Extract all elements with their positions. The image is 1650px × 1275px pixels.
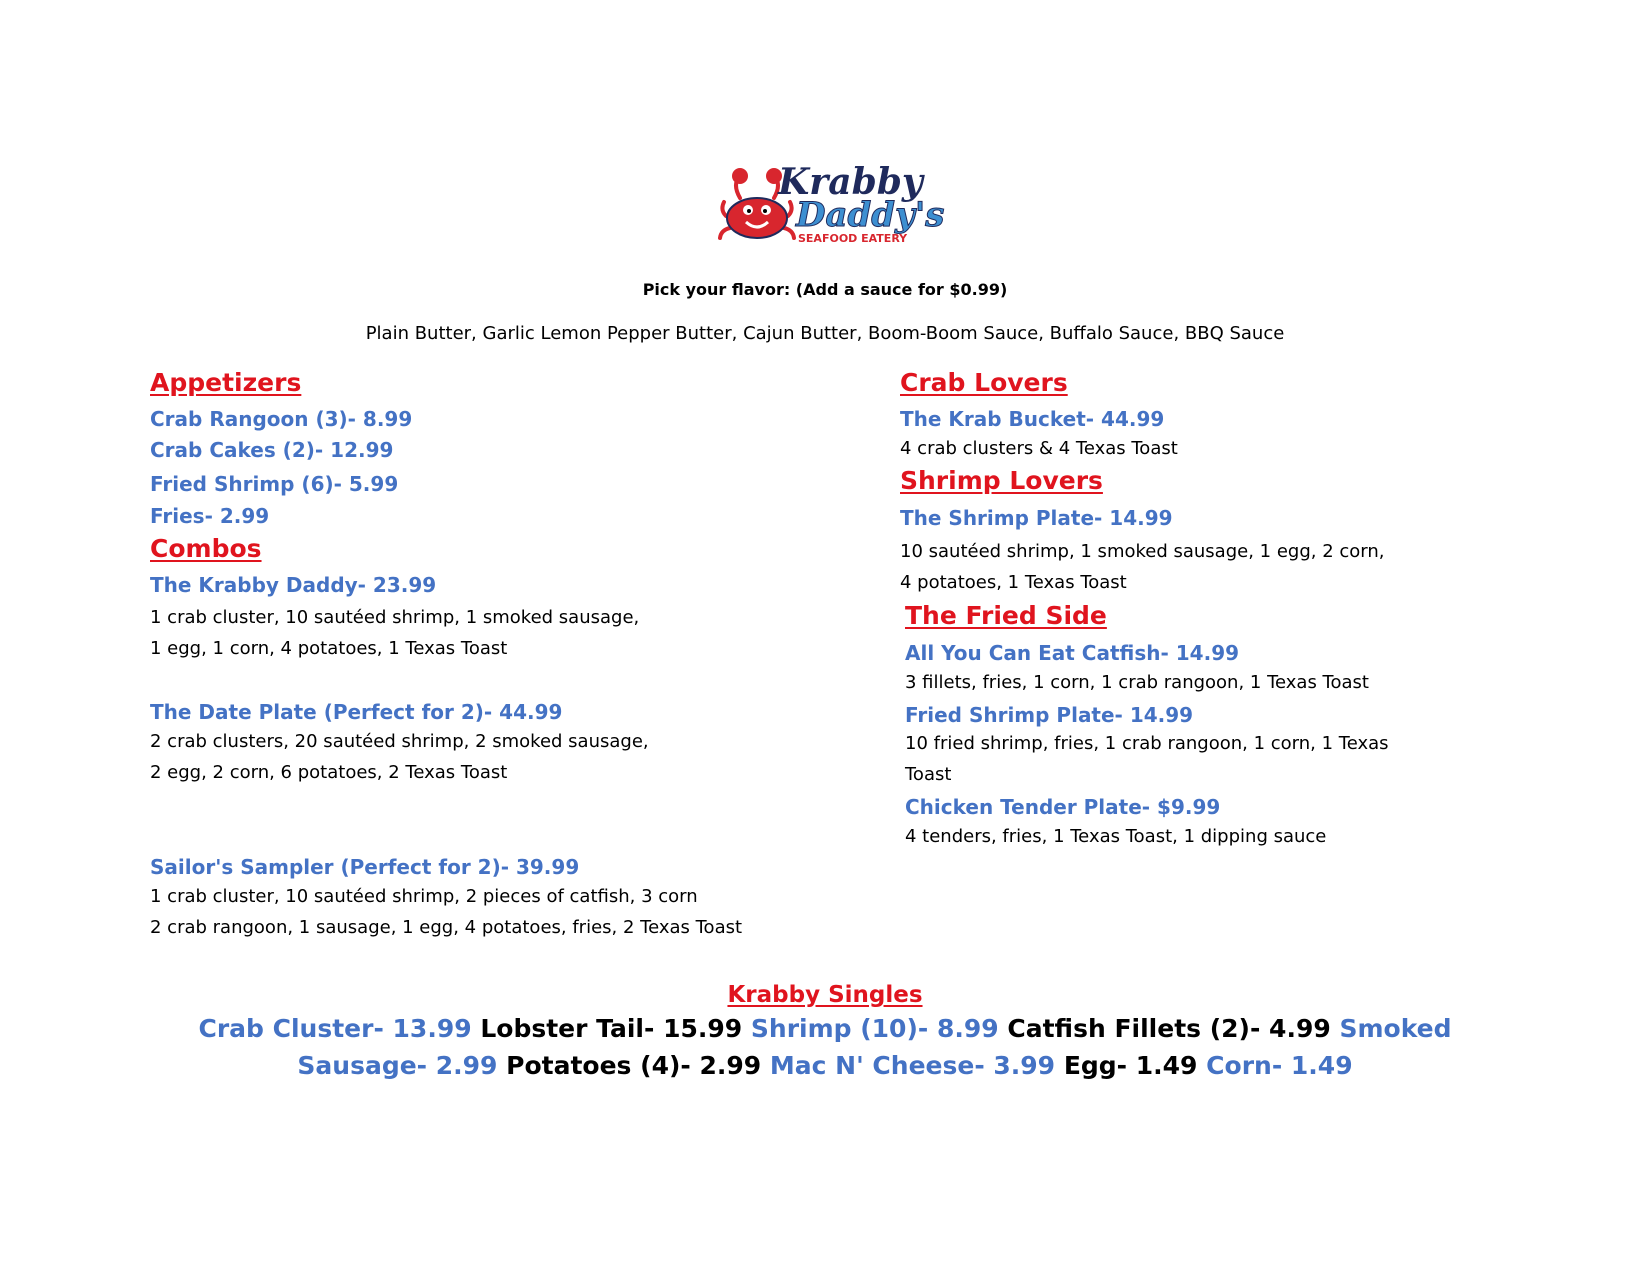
flavor-title: Pick your flavor: (Add a sauce for $0.99) <box>642 280 1008 299</box>
menu-item: The Krabby Daddy- 23.99 <box>150 573 437 597</box>
combos-heading: Combos <box>150 534 262 563</box>
menu-item-description: Toast <box>905 764 952 785</box>
fried-side-heading: The Fried Side <box>905 601 1107 630</box>
shrimp-lovers-heading: Shrimp Lovers <box>900 466 1103 495</box>
menu-item-description: 4 crab clusters & 4 Texas Toast <box>900 438 1178 459</box>
appetizers-heading: Appetizers <box>150 368 302 397</box>
menu-item-description: 10 fried shrimp, fries, 1 crab rangoon, 1 corn, 1 Texas <box>905 733 1389 754</box>
menu-item: The Shrimp Plate- 14.99 <box>900 506 1173 530</box>
menu-item: Chicken Tender Plate- $9.99 <box>905 795 1221 819</box>
logo-word-krabby: Krabby <box>778 161 923 203</box>
menu-item: Fried Shrimp Plate- 14.99 <box>905 703 1194 727</box>
menu-item: Sailor's Sampler (Perfect for 2)- 39.99 <box>150 855 580 879</box>
singles-list <box>150 1010 1500 1084</box>
menu-item: Fries- 2.99 <box>150 504 270 528</box>
menu-item: Crab Rangoon (3)- 8.99 <box>150 407 413 431</box>
single-item: Egg- 1.49 <box>1063 1051 1198 1080</box>
logo-word-daddys: Daddy's <box>796 195 945 235</box>
crab-lovers-heading: Crab Lovers <box>900 368 1068 397</box>
menu-item: The Krab Bucket- 44.99 <box>900 407 1165 431</box>
menu-item: Crab Cakes (2)- 12.99 <box>150 438 394 462</box>
singles-heading: Krabby Singles <box>727 982 923 1008</box>
single-item: Potatoes (4)- 2.99 <box>506 1051 762 1080</box>
single-item: Shrimp (10)- 8.99 <box>750 1014 999 1043</box>
menu-item-description: 2 crab rangoon, 1 sausage, 1 egg, 4 potatoes, fries, 2 Texas Toast <box>150 917 743 938</box>
flavor-list: Plain Butter, Garlic Lemon Pepper Butter, Cajun Butter, Boom-Boom Sauce, Buffalo Sauce, BBQ Sauce <box>365 323 1285 344</box>
menu-item-description: 4 tenders, fries, 1 Texas Toast, 1 dipping sauce <box>905 826 1327 847</box>
menu-item: The Date Plate (Perfect for 2)- 44.99 <box>150 700 563 724</box>
crab-logo-icon <box>718 158 948 253</box>
menu-item-description: 1 egg, 1 corn, 4 potatoes, 1 Texas Toast <box>150 638 508 659</box>
single-item: Catfish Fillets (2)- 4.99 <box>1007 1014 1331 1043</box>
restaurant-logo <box>718 158 948 253</box>
single-item: Lobster Tail- 15.99 <box>480 1014 743 1043</box>
menu-item: Fried Shrimp (6)- 5.99 <box>150 472 399 496</box>
single-item: Crab Cluster- 13.99 <box>198 1014 472 1043</box>
menu-item: All You Can Eat Catfish- 14.99 <box>905 641 1240 665</box>
menu-item-description: 1 crab cluster, 10 sautéed shrimp, 2 pieces of catfish, 3 corn <box>150 886 698 907</box>
menu-item-description: 3 fillets, fries, 1 corn, 1 crab rangoon, 1 Texas Toast <box>905 672 1369 693</box>
menu-item-description: 2 egg, 2 corn, 6 potatoes, 2 Texas Toast <box>150 762 508 783</box>
menu-item-description: 1 crab cluster, 10 sautéed shrimp, 1 smoked sausage, <box>150 607 640 628</box>
menu-item-description: 4 potatoes, 1 Texas Toast <box>900 572 1127 593</box>
menu-item-description: 10 sautéed shrimp, 1 smoked sausage, 1 egg, 2 corn, <box>900 541 1385 562</box>
menu-item-description: 2 crab clusters, 20 sautéed shrimp, 2 smoked sausage, <box>150 731 649 752</box>
logo-tagline: SEAFOOD EATERY <box>798 232 908 245</box>
single-item: Smoked Sausage- 2.99 <box>297 1014 1452 1080</box>
single-item: Mac N' Cheese- 3.99 <box>769 1051 1056 1080</box>
single-item: Corn- 1.49 <box>1206 1051 1353 1080</box>
